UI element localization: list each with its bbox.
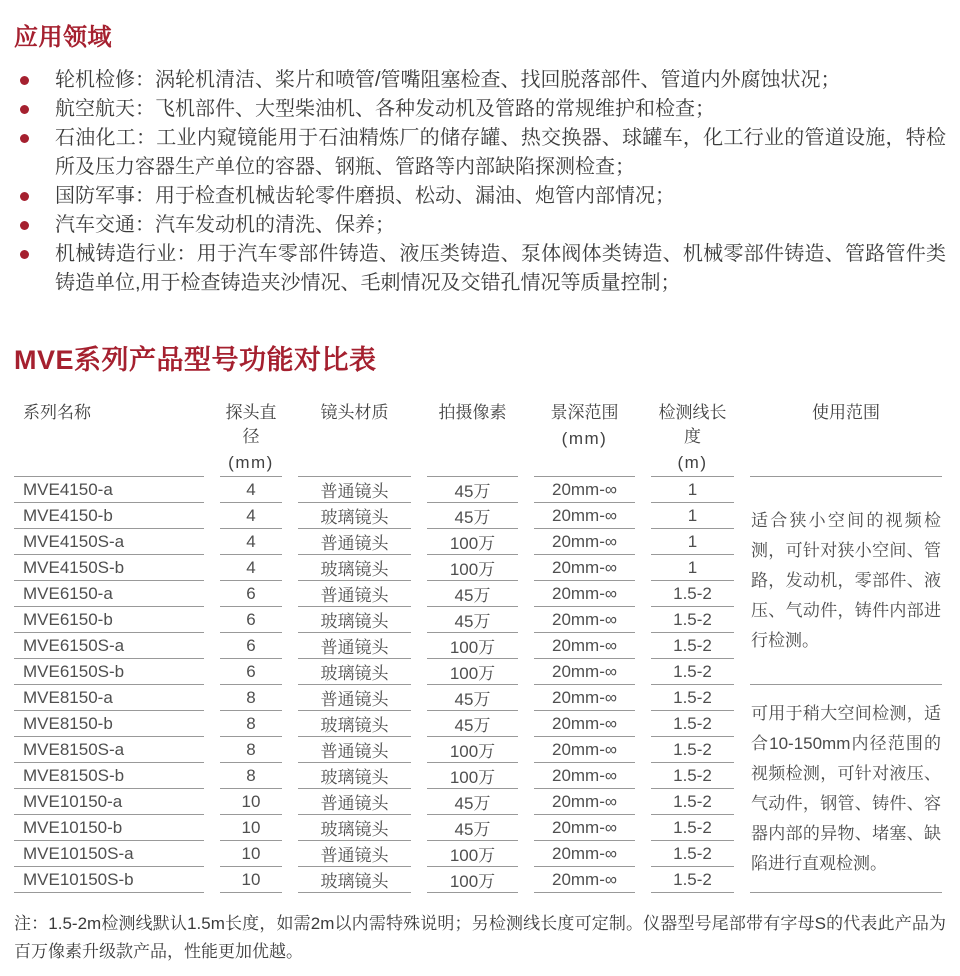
- applications-section-title: 应用领域: [14, 24, 112, 51]
- application-item-text: 航空航天：飞机部件、大型柴油机、各种发动机及管路的常规维护和检查；: [55, 98, 715, 120]
- cell-pixels: 45万: [427, 711, 518, 737]
- application-item-text: 机械铸造行业：用于汽车零部件铸造、液压类铸造、泵体阀体类铸造、机械零部件铸造、管路管件类铸造单位,用于检查铸造夹沙情况、毛刺情况及交错孔情况等质量控制；: [55, 243, 946, 294]
- header-label: 景深范围: [550, 403, 619, 422]
- cell-series-name: MVE4150S-a: [14, 529, 204, 555]
- header-label: 镜头材质: [320, 403, 389, 422]
- cell-series-name: MVE6150-b: [14, 607, 204, 633]
- application-list-item: [14, 211, 946, 240]
- cell-probe-diameter: 10: [220, 815, 282, 841]
- column-header-usage-range: [750, 399, 942, 477]
- column-header-depth-of-field: [534, 399, 635, 477]
- cell-cable-length: 1.5-2: [651, 659, 734, 685]
- application-item-text: 轮机检修：涡轮机清洁、桨片和喷管/管嘴阻塞检查、找回脱落部件、管道内外腐蚀状况；: [55, 69, 841, 91]
- cell-lens-material: 玻璃镜头: [298, 503, 411, 529]
- cell-depth-of-field: 20mm-∞: [534, 633, 635, 659]
- header-label: 拍摄像素: [438, 403, 507, 422]
- cell-depth-of-field: 20mm-∞: [534, 529, 635, 555]
- cell-probe-diameter: 6: [220, 581, 282, 607]
- cell-cable-length: 1: [651, 503, 734, 529]
- comparison-table-body: [14, 477, 942, 893]
- cell-series-name: MVE4150-a: [14, 477, 204, 503]
- cell-depth-of-field: 20mm-∞: [534, 763, 635, 789]
- cell-cable-length: 1.5-2: [651, 711, 734, 737]
- cell-pixels: 100万: [427, 555, 518, 581]
- header-unit: (mm): [561, 429, 608, 448]
- cell-depth-of-field: 20mm-∞: [534, 503, 635, 529]
- application-item-text: 国防军事：用于检查机械齿轮零件磨损、松动、漏油、炮管内部情况；: [55, 185, 675, 207]
- cell-usage-range: 可用于稍大空间检测，适合10-150mm内径范围的视频检测，可针对液压、气动件，钢管、铸件、容器内部的异物、堵塞、缺陷进行直观检测。: [750, 685, 942, 893]
- cell-cable-length: 1: [651, 555, 734, 581]
- cell-depth-of-field: 20mm-∞: [534, 607, 635, 633]
- table-row: [14, 685, 942, 711]
- cell-lens-material: 普通镜头: [298, 633, 411, 659]
- cell-pixels: 45万: [427, 815, 518, 841]
- column-header-pixels: [427, 399, 518, 477]
- bullet-dot-icon: [20, 76, 29, 85]
- cell-lens-material: 玻璃镜头: [298, 659, 411, 685]
- cell-lens-material: 玻璃镜头: [298, 555, 411, 581]
- column-header-lens-material: [298, 399, 411, 477]
- cell-probe-diameter: 4: [220, 555, 282, 581]
- cell-pixels: 45万: [427, 503, 518, 529]
- cell-probe-diameter: 4: [220, 529, 282, 555]
- cell-series-name: MVE8150S-b: [14, 763, 204, 789]
- cell-cable-length: 1.5-2: [651, 841, 734, 867]
- cell-depth-of-field: 20mm-∞: [534, 815, 635, 841]
- cell-lens-material: 普通镜头: [298, 737, 411, 763]
- comparison-section-title: MVE系列产品型号功能对比表: [14, 345, 377, 375]
- cell-depth-of-field: 20mm-∞: [534, 737, 635, 763]
- cell-depth-of-field: 20mm-∞: [534, 659, 635, 685]
- cell-depth-of-field: 20mm-∞: [534, 581, 635, 607]
- cell-depth-of-field: 20mm-∞: [534, 685, 635, 711]
- application-item-text: 汽车交通：汽车发动机的清洗、保养；: [55, 214, 395, 236]
- cell-series-name: MVE10150S-a: [14, 841, 204, 867]
- cell-probe-diameter: 10: [220, 867, 282, 893]
- cell-series-name: MVE4150-b: [14, 503, 204, 529]
- header-unit: (mm): [228, 453, 274, 472]
- cell-lens-material: 普通镜头: [298, 789, 411, 815]
- cell-pixels: 45万: [427, 685, 518, 711]
- header-label: 使用范围: [812, 403, 880, 422]
- cell-lens-material: 普通镜头: [298, 477, 411, 503]
- cell-usage-range: 适合狭小空间的视频检测，可针对狭小空间、管路，发动机，零部件、液压、气动件，铸件内部进行检测。: [750, 477, 942, 685]
- header-label: 检测线长度: [658, 403, 727, 446]
- cell-cable-length: 1.5-2: [651, 607, 734, 633]
- cell-series-name: MVE6150S-b: [14, 659, 204, 685]
- cell-pixels: 100万: [427, 867, 518, 893]
- cell-lens-material: 普通镜头: [298, 581, 411, 607]
- cell-cable-length: 1.5-2: [651, 737, 734, 763]
- cell-probe-diameter: 8: [220, 763, 282, 789]
- cell-pixels: 45万: [427, 789, 518, 815]
- cell-depth-of-field: 20mm-∞: [534, 789, 635, 815]
- cell-cable-length: 1.5-2: [651, 581, 734, 607]
- application-list-item: [14, 66, 946, 95]
- cell-cable-length: 1.5-2: [651, 685, 734, 711]
- cell-series-name: MVE8150S-a: [14, 737, 204, 763]
- cell-series-name: MVE4150S-b: [14, 555, 204, 581]
- cell-pixels: 45万: [427, 477, 518, 503]
- header-row: [14, 399, 942, 477]
- cell-depth-of-field: 20mm-∞: [534, 555, 635, 581]
- application-list-item: [14, 240, 946, 298]
- cell-probe-diameter: 6: [220, 633, 282, 659]
- header-label: 探头直径: [225, 403, 277, 446]
- cell-pixels: 45万: [427, 607, 518, 633]
- comparison-table: [0, 399, 958, 893]
- column-header-series-name: [14, 399, 204, 477]
- bullet-dot-icon: [20, 105, 29, 114]
- cell-series-name: MVE6150-a: [14, 581, 204, 607]
- cell-pixels: 100万: [427, 633, 518, 659]
- cell-probe-diameter: 4: [220, 503, 282, 529]
- cell-probe-diameter: 6: [220, 607, 282, 633]
- cell-pixels: 100万: [427, 763, 518, 789]
- cell-probe-diameter: 8: [220, 737, 282, 763]
- bullet-dot-icon: [20, 221, 29, 230]
- header-unit: (m): [677, 453, 708, 472]
- header-label: 系列名称: [23, 403, 91, 422]
- cell-pixels: 100万: [427, 659, 518, 685]
- application-list-item: [14, 182, 946, 211]
- cell-probe-diameter: 6: [220, 659, 282, 685]
- cell-probe-diameter: 10: [220, 841, 282, 867]
- cell-series-name: MVE6150S-a: [14, 633, 204, 659]
- cell-lens-material: 玻璃镜头: [298, 607, 411, 633]
- cell-lens-material: 玻璃镜头: [298, 815, 411, 841]
- bullet-dot-icon: [20, 192, 29, 201]
- cell-probe-diameter: 10: [220, 789, 282, 815]
- cell-lens-material: 玻璃镜头: [298, 867, 411, 893]
- cell-cable-length: 1: [651, 477, 734, 503]
- comparison-table-header: [14, 399, 942, 477]
- cell-cable-length: 1.5-2: [651, 789, 734, 815]
- application-list-item: [14, 124, 946, 182]
- application-list-item: [14, 95, 946, 124]
- cell-probe-diameter: 8: [220, 711, 282, 737]
- cell-depth-of-field: 20mm-∞: [534, 867, 635, 893]
- cell-cable-length: 1.5-2: [651, 763, 734, 789]
- cell-series-name: MVE10150-b: [14, 815, 204, 841]
- cell-cable-length: 1.5-2: [651, 633, 734, 659]
- bullet-dot-icon: [20, 250, 29, 259]
- cell-depth-of-field: 20mm-∞: [534, 711, 635, 737]
- column-header-cable-length: [651, 399, 734, 477]
- cell-lens-material: 普通镜头: [298, 529, 411, 555]
- cell-probe-diameter: 8: [220, 685, 282, 711]
- cell-series-name: MVE10150-a: [14, 789, 204, 815]
- cell-cable-length: 1.5-2: [651, 867, 734, 893]
- bullet-dot-icon: [20, 134, 29, 143]
- applications-list: [14, 66, 946, 298]
- application-item-text: 石油化工：工业内窥镜能用于石油精炼厂的储存罐、热交换器、球罐车，化工行业的管道设施，特检所及压力容器生产单位的容器、钢瓶、管路等内部缺陷探测检查；: [55, 127, 946, 178]
- cell-pixels: 100万: [427, 841, 518, 867]
- cell-depth-of-field: 20mm-∞: [534, 841, 635, 867]
- cell-cable-length: 1.5-2: [651, 815, 734, 841]
- cell-pixels: 45万: [427, 581, 518, 607]
- cell-lens-material: 玻璃镜头: [298, 711, 411, 737]
- cell-lens-material: 玻璃镜头: [298, 763, 411, 789]
- cell-pixels: 100万: [427, 737, 518, 763]
- cell-pixels: 100万: [427, 529, 518, 555]
- cell-depth-of-field: 20mm-∞: [534, 477, 635, 503]
- cell-cable-length: 1: [651, 529, 734, 555]
- cell-series-name: MVE8150-b: [14, 711, 204, 737]
- cell-lens-material: 普通镜头: [298, 685, 411, 711]
- table-row: [14, 477, 942, 503]
- column-header-probe-diameter: [220, 399, 282, 477]
- cell-probe-diameter: 4: [220, 477, 282, 503]
- cell-series-name: MVE8150-a: [14, 685, 204, 711]
- table-footnote: 注：1.5-2m检测线默认1.5m长度，如需2m以内需特殊说明；另检测线长度可定制。仪器型号尾部带有字母S的代表此产品为百万像素升级款产品，性能更加优越。: [14, 914, 946, 961]
- cell-lens-material: 普通镜头: [298, 841, 411, 867]
- cell-series-name: MVE10150S-b: [14, 867, 204, 893]
